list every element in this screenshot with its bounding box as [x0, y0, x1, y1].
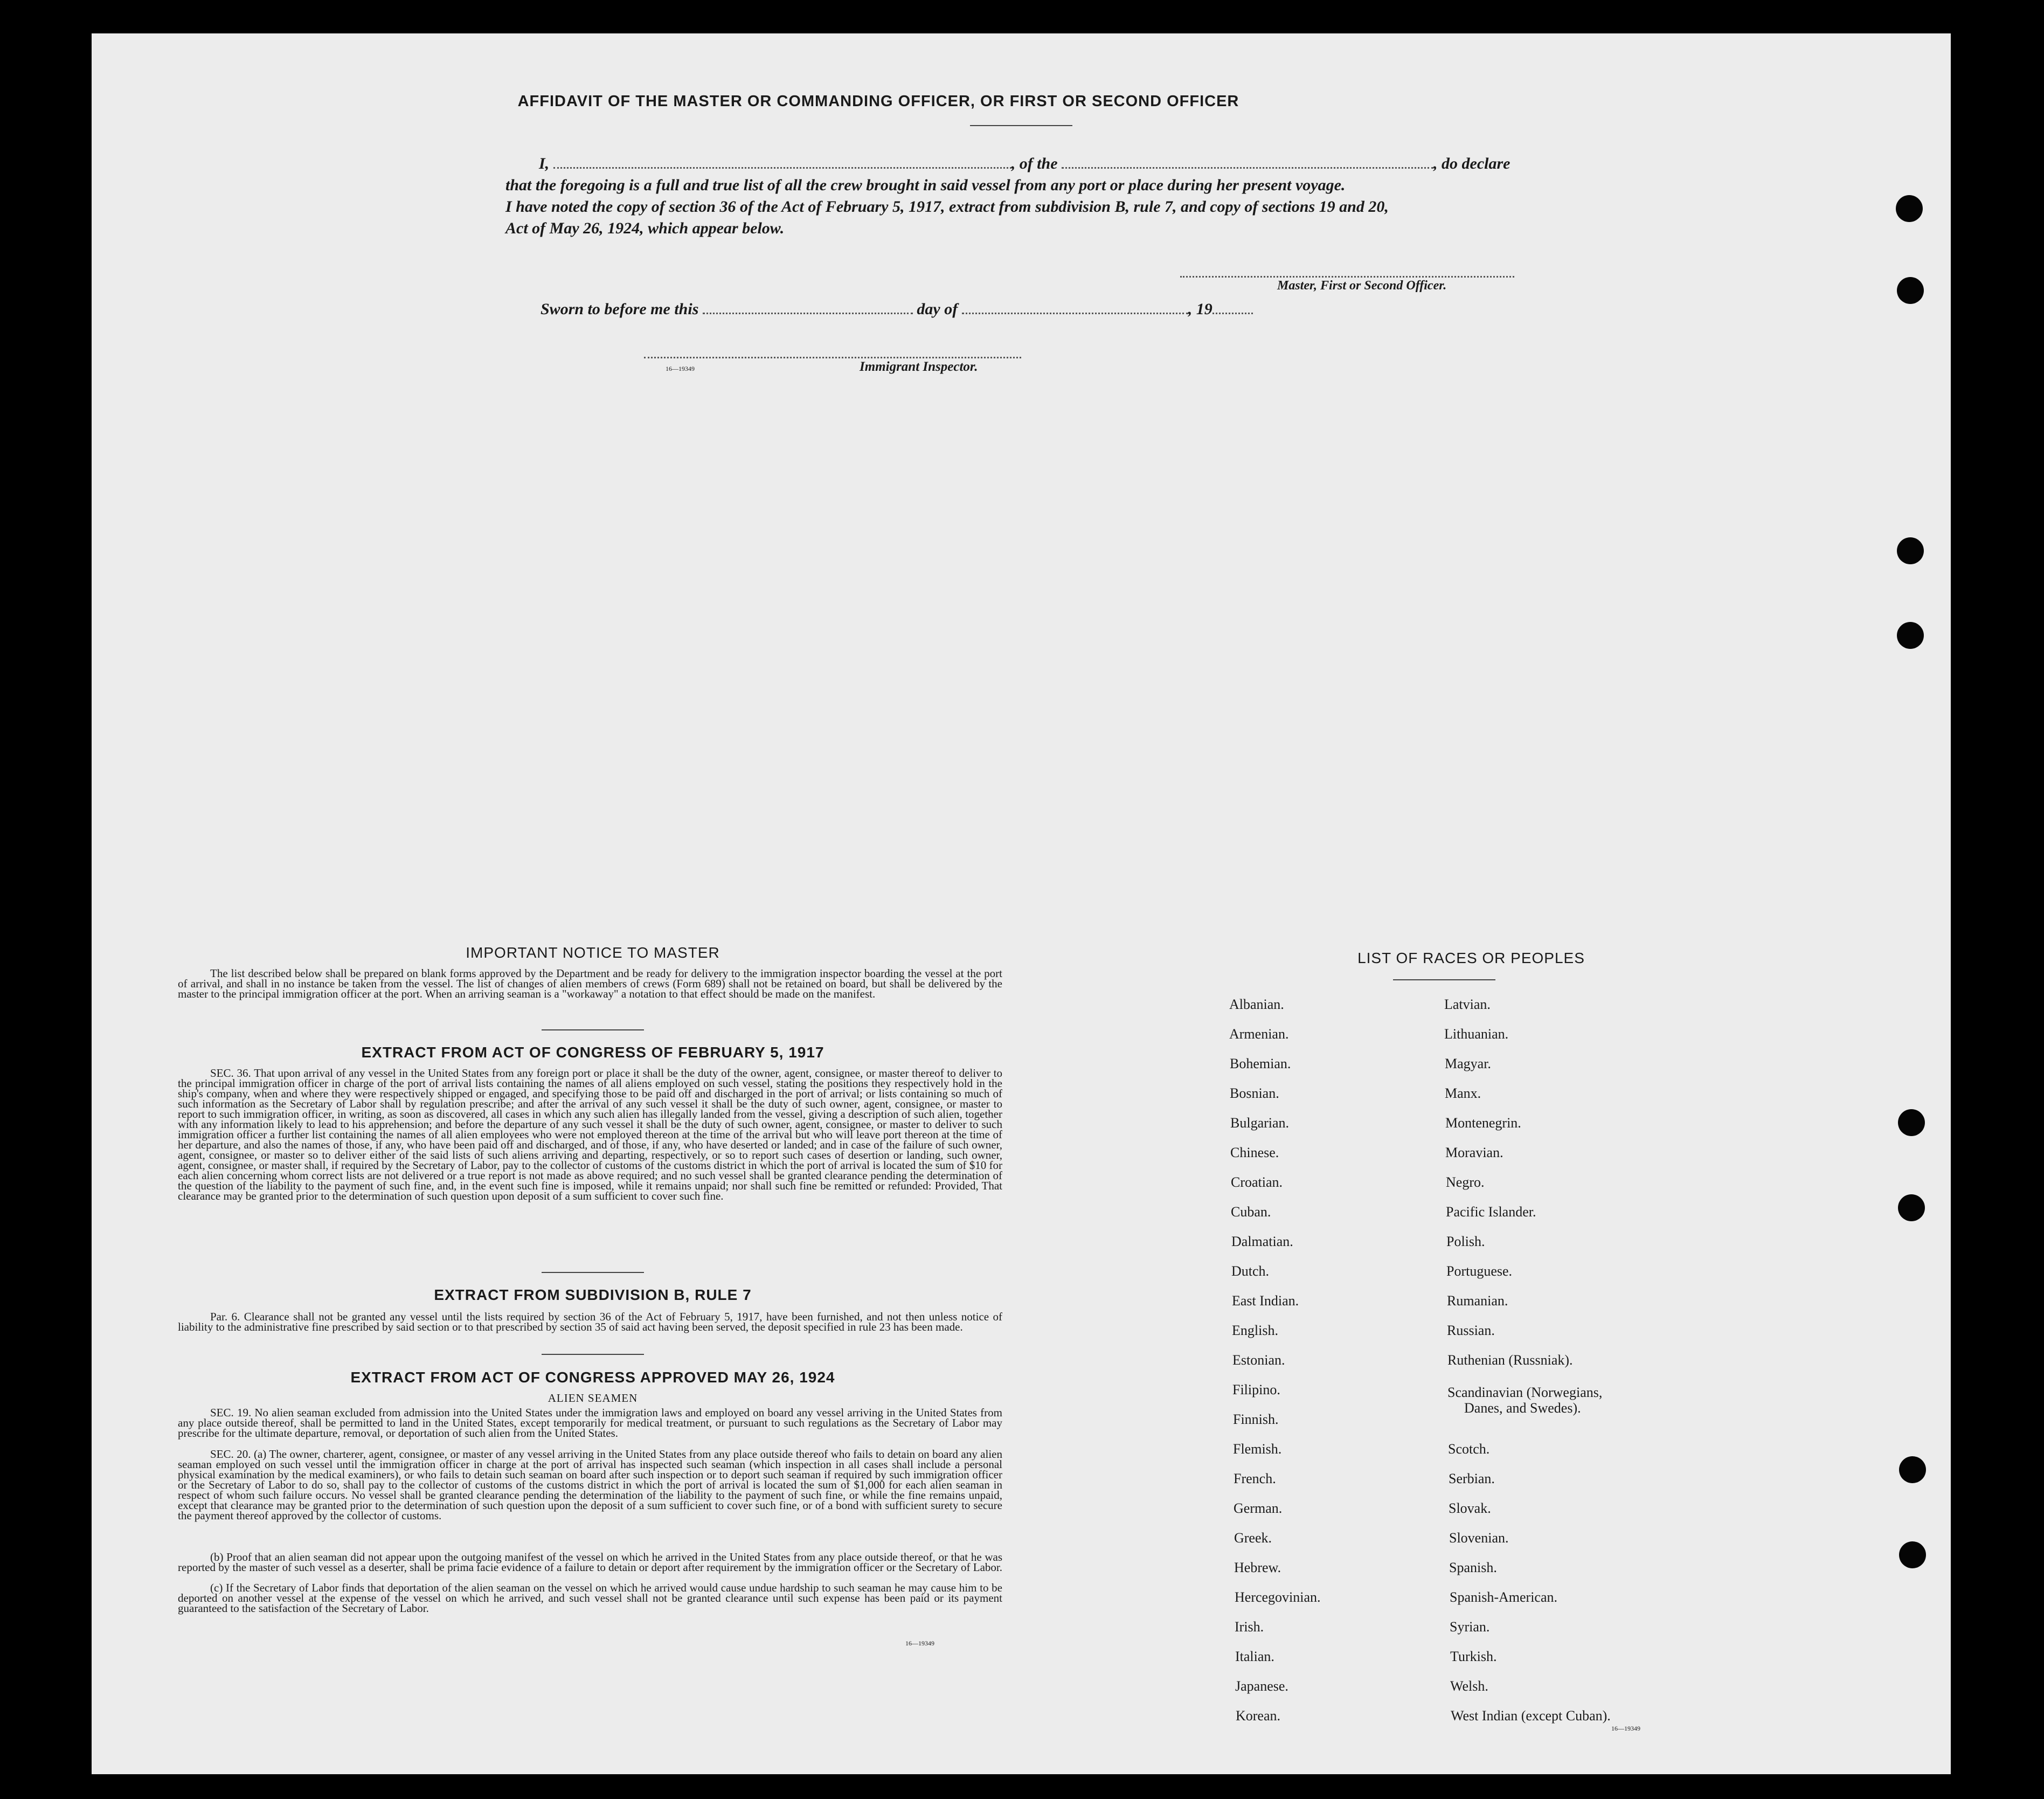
race-right-0: Latvian.	[1444, 997, 1491, 1012]
declaration-line-3: I have noted the copy of section 36 of the Act of February 5, 1917, extract from subdivision B, rule 7, and copy of sections 19 and 20,	[505, 198, 1389, 216]
inspector-caption: Immigrant Inspector.	[860, 359, 978, 374]
month-field[interactable]	[962, 307, 1188, 314]
race-left-2: Bohemian.	[1230, 1056, 1291, 1071]
race-right-19: Spanish.	[1449, 1560, 1497, 1575]
name-field[interactable]	[553, 162, 1011, 169]
punch-hole	[1899, 1541, 1926, 1568]
race-right-8: Polish.	[1446, 1234, 1485, 1249]
race-right-10: Rumanian.	[1447, 1293, 1508, 1309]
race-left-12: Estonian.	[1232, 1352, 1285, 1368]
race-right-3: Manx.	[1445, 1085, 1481, 1101]
race-right-11: Russian.	[1447, 1323, 1495, 1338]
punch-hole	[1896, 195, 1923, 222]
notice-divider	[542, 1029, 644, 1030]
race-left-11: English.	[1232, 1323, 1278, 1338]
race-right-22: Turkish.	[1450, 1649, 1497, 1664]
day-field[interactable]	[703, 307, 913, 314]
section-20c-text: (c) If the Secretary of Labor finds that deportation of the alien seaman on the vessel on which he arrived would cause undue hardship to such seaman he may cause him to be deported on another vessel at the expense of the vessel on which he arrived, and such vessel shall not be granted clearance until such expense has been paid or its payment guaranteed to the satisfaction of the Secretary of Labor.	[178, 1581, 1002, 1615]
race-left-21: Irish.	[1235, 1619, 1264, 1635]
declaration-line-2: that the foregoing is a full and true list of all the crew brought in said vessel from any port or place during her present voyage.	[505, 176, 1346, 194]
affidavit-form-number: 16—19349	[666, 365, 695, 372]
race-left-7: Cuban.	[1231, 1204, 1271, 1220]
race-left-5: Chinese.	[1230, 1145, 1279, 1160]
extract-1917-text: SEC. 36. That upon arrival of any vessel in the United States from any foreign port or place it shall be the duty of the owner, agent, consignee, or master thereof to deliver to the principal immigration officer in charge of the port of arrival lists containing the names of all aliens employed on such vessel, stating the positions they respectively hold in the ship's company, when and where they were respectively shipped or engaged, and specifying those to be paid off and discharged in the port of arrival; or lists containing so much of such information as the Secretary of Labor shall by regulation prescribe; and after the arrival of any such vessel it shall be the duty of such owner, agent, consignee, or master to report to such immigration officer, in writing, as soon as discovered, all cases in which any such alien has illegally landed from the vessel, giving a description of such alien, together with any information likely to lead to his apprehension; and before the departure of any such vessel it shall be the duty of such owner, agent, consignee, or master to deliver to such immigration officer a further list containing the names of all alien employees who were not employed thereon at the time of the arrival but who will leave port thereon at the time of her departure, and also the names of those, if any, who have been paid off and discharged, and of those, if any, who have deserted or landed; and in case of the failure of such owner, agent, consignee, or master so to deliver either of the said lists of such aliens arriving and departing, respectively, or so to report such cases of desertion or landing, such owner, agent, consignee, or master shall, if required by the Secretary of Labor, pay to the collector of customs of the customs district in which the port of arrival is located the sum of $10 for each alien concerning whom correct lists are not delivered or a true report is not made as above required; and no such vessel shall be granted clearance pending the determination of the question of the liability to the payment of such fine, and, in the event such fine is imposed, while it remains unpaid; nor shall such fine be remitted or refunded: Provided, That clearance may be granted prior to the determination of such question upon deposit of a sum sufficient to cover such fine.	[178, 1067, 1002, 1202]
race-left-16: French.	[1234, 1471, 1276, 1486]
extract-rule7-divider	[542, 1354, 644, 1355]
race-left-13: Filipino.	[1232, 1382, 1280, 1397]
race-right-20: Spanish-American.	[1450, 1589, 1558, 1605]
race-right-17: Slovak.	[1449, 1500, 1491, 1516]
race-left-24: Korean.	[1236, 1708, 1281, 1724]
race-left-9: Dutch.	[1231, 1263, 1270, 1279]
section-20b-text: (b) Proof that an alien seaman did not appear upon the outgoing manifest of the vessel on which he arrived in the United States from any place outside thereof, or that he was reported by the master of such vessel as a deserter, shall be prima facie evidence of a failure to detain or deport after requirement by the immigration officer or the Secretary of Labor.	[178, 1551, 1002, 1574]
extract-rule7-title: EXTRACT FROM SUBDIVISION B, RULE 7	[434, 1286, 752, 1303]
race-left-18: Greek.	[1234, 1530, 1272, 1546]
race-right-23: Welsh.	[1450, 1678, 1488, 1694]
extract-1917-divider	[542, 1272, 644, 1273]
of-the-label: , of the	[1011, 155, 1058, 172]
race-left-14: Finnish.	[1233, 1411, 1279, 1427]
race-right-7: Pacific Islander.	[1446, 1204, 1536, 1220]
punch-hole	[1898, 1194, 1925, 1221]
extract-1924-subtitle: ALIEN SEAMEN	[548, 1392, 638, 1404]
year-field[interactable]	[1212, 307, 1253, 314]
race-right-12: Ruthenian (Russniak).	[1447, 1352, 1573, 1368]
punch-hole	[1897, 537, 1924, 564]
races-divider	[1393, 979, 1495, 980]
race-left-22: Italian.	[1235, 1649, 1274, 1664]
race-right-4: Montenegrin.	[1445, 1115, 1521, 1131]
extract-form-number: 16—19349	[905, 1639, 934, 1647]
punch-hole	[1897, 622, 1924, 649]
race-right-16: Serbian.	[1449, 1471, 1495, 1486]
race-left-20: Hercegovinian.	[1235, 1589, 1321, 1605]
race-right-13: Scandinavian (Norwegians,	[1447, 1385, 1603, 1400]
document-sheet	[92, 33, 1951, 1774]
race-right-21: Syrian.	[1450, 1619, 1490, 1635]
section-20a-text: SEC. 20. (a) The owner, charterer, agent, consignee, or master of any vessel arriving in the United States from any place outside thereof who fails to detain on board any alien seaman employed on such vessel until the immigration officer in charge at the port of arrival has inspected such seaman (which inspection in all cases shall include a personal physical examination by the medical examiners), or who fails to detain such seaman on board after such inspection or to deport such seaman if required by such immigration officer or the Secretary of Labor to do so, shall pay to the collector of customs of the customs district in which the port of arrival is located the sum of $1,000 for each alien seaman in respect of whom such failure occurs. No vessel shall be granted clearance pending the determination of the liability to the payment of such fine, or while the fine remains unpaid, except that clearance may be granted prior to the determination of such question upon the deposit of a sum sufficient to cover such fine, or of a bond with sufficient surety to secure the payment thereof approved by the collector of customs.	[178, 1448, 1002, 1522]
sworn-line	[541, 300, 1253, 319]
race-left-19: Hebrew.	[1234, 1560, 1281, 1575]
do-declare-label: , do declare	[1433, 155, 1511, 172]
signature-caption: Master, First or Second Officer.	[1277, 279, 1447, 293]
sworn-label: Sworn to before me this	[541, 300, 699, 318]
year-label: , 19	[1188, 300, 1212, 318]
affidavit-title: AFFIDAVIT OF THE MASTER OR COMMANDING OFFICER, OR FIRST OR SECOND OFFICER	[517, 93, 1239, 110]
race-left-17: German.	[1234, 1500, 1283, 1516]
inspector-signature-line[interactable]	[644, 351, 1021, 358]
punch-hole	[1899, 1456, 1926, 1483]
race-left-8: Dalmatian.	[1231, 1234, 1293, 1249]
day-of-label: day of	[917, 300, 958, 318]
extract-1924-title: EXTRACT FROM ACT OF CONGRESS APPROVED MAY 26, 1924	[350, 1369, 835, 1386]
extract-rule7-text: Par. 6. Clearance shall not be granted any vessel until the lists required by section 36 of the Act of February 5, 1917, have been furnished, and not then unless notice of liability to the administrative fine prescribed by said section or to that prescribed by section 35 of said act having been served, the deposit specified in rule 23 has been made.	[178, 1310, 1002, 1333]
declaration-line-4: Act of May 26, 1924, which appear below.	[505, 219, 785, 237]
i-label: I,	[539, 155, 550, 172]
race-right-18: Slovenian.	[1449, 1530, 1509, 1546]
race-left-3: Bosnian.	[1230, 1085, 1279, 1101]
notice-title: IMPORTANT NOTICE TO MASTER	[466, 944, 720, 961]
section-19-text: SEC. 19. No alien seaman excluded from admission into the United States under the immigration laws and employed on board any vessel arriving in the United States from any place outside thereof, shall be permitted to land in the United States, except temporarily for medical treatment, or pursuant to such regulations as the Secretary of Labor may prescribe for the ultimate departure, removal, or deportation of such alien from the United States.	[178, 1406, 1002, 1440]
races-title: LIST OF RACES OR PEOPLES	[1357, 950, 1585, 966]
signature-line[interactable]	[1180, 271, 1514, 278]
race-left-15: Flemish.	[1233, 1441, 1282, 1457]
race-right-1: Lithuanian.	[1444, 1026, 1509, 1042]
vessel-field[interactable]	[1062, 162, 1433, 169]
race-left-1: Armenian.	[1229, 1026, 1289, 1042]
title-divider	[970, 125, 1072, 126]
race-left-0: Albanian.	[1229, 997, 1284, 1012]
race-right-9: Portuguese.	[1446, 1263, 1513, 1279]
punch-hole	[1898, 1109, 1925, 1136]
races-form-number: 16—19349	[1611, 1725, 1640, 1732]
race-right-6: Negro.	[1446, 1174, 1485, 1190]
notice-text: The list described below shall be prepared on blank forms approved by the Department and be ready for delivery to the immigration inspector boarding the vessel at the port of arrival, and shall in no instance be taken from the vessel. The list of changes of alien members of crews (Form 689) shall not be retained on board, but shall be delivered by the master to the principal immigration officer at the port. When an arriving seaman is a "workaway" a notation to that effect should be made on the manifest.	[178, 967, 1002, 1000]
race-left-4: Bulgarian.	[1230, 1115, 1290, 1131]
race-left-23: Japanese.	[1235, 1678, 1288, 1694]
race-right-24: West Indian (except Cuban).	[1451, 1708, 1611, 1724]
race-right-2: Magyar.	[1445, 1056, 1491, 1071]
race-right-15: Scotch.	[1448, 1441, 1490, 1457]
punch-hole	[1897, 277, 1924, 304]
race-right-5: Moravian.	[1445, 1145, 1503, 1160]
race-left-6: Croatian.	[1231, 1174, 1283, 1190]
race-right-14: Danes, and Swedes).	[1464, 1400, 1581, 1416]
race-left-10: East Indian.	[1232, 1293, 1299, 1309]
extract-1917-title: EXTRACT FROM ACT OF CONGRESS OF FEBRUARY 5, 1917	[361, 1044, 824, 1061]
declaration-line-1	[539, 155, 1633, 173]
